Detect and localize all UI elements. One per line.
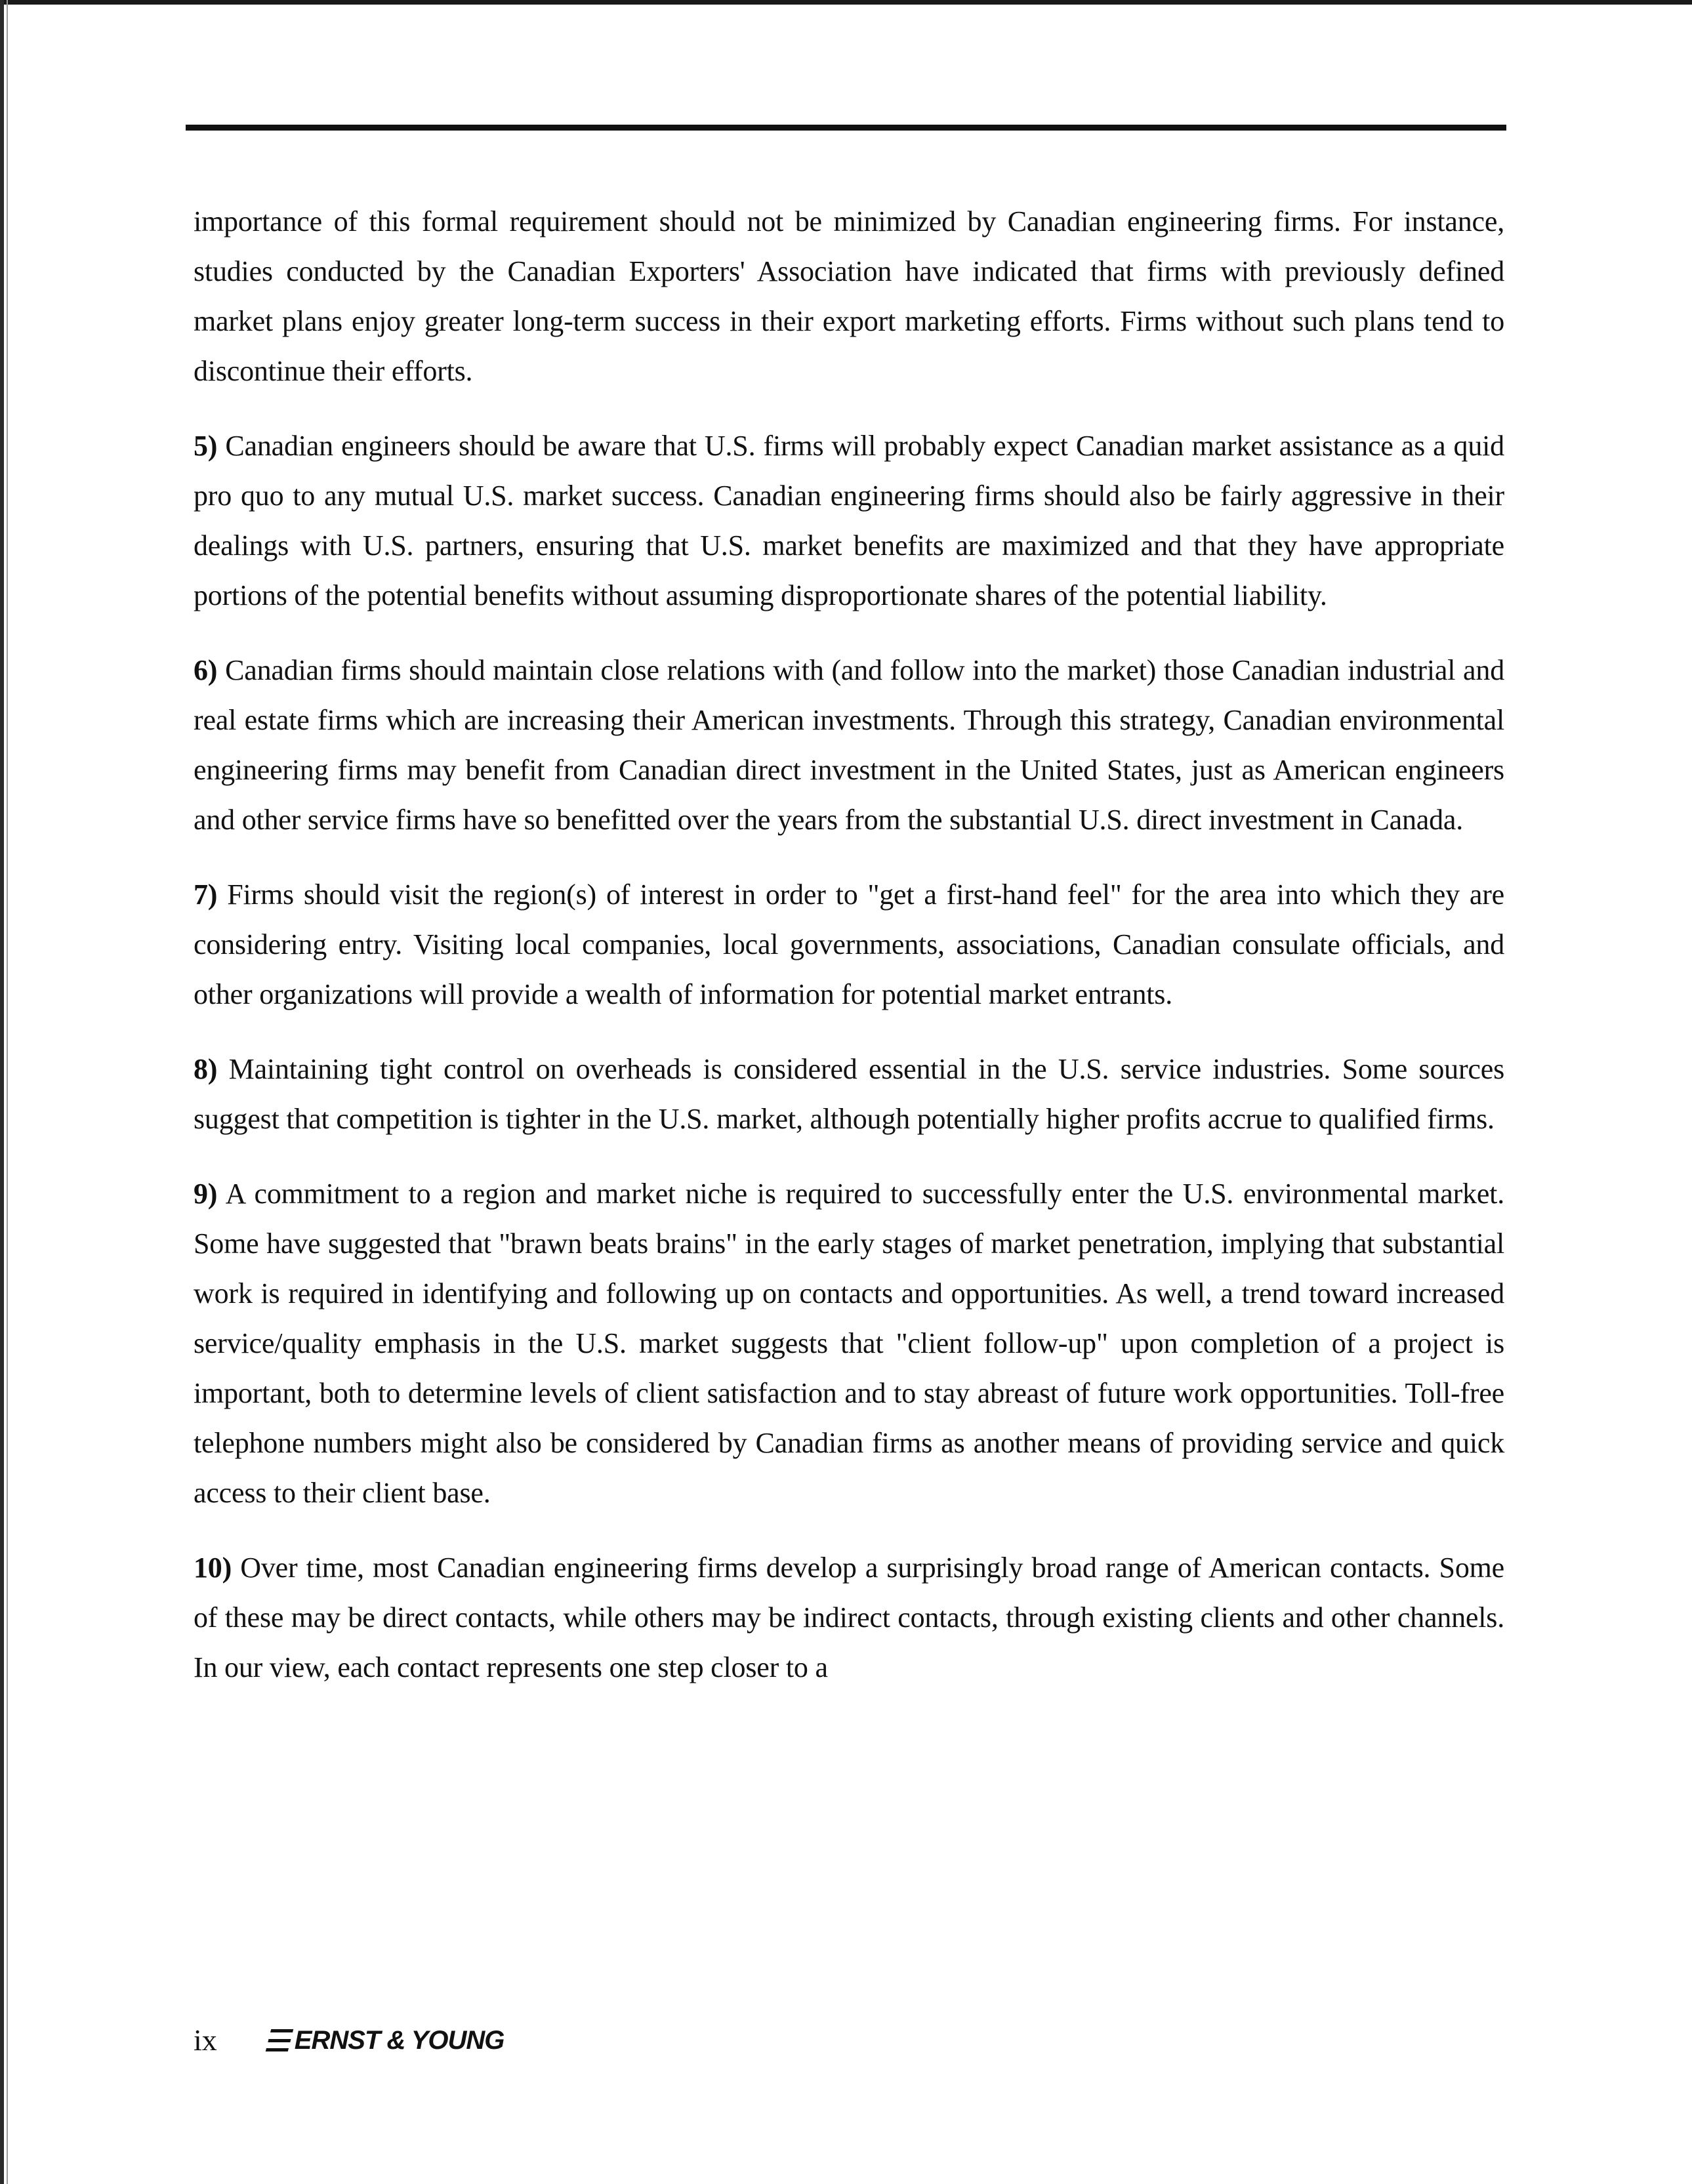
paragraph-text: importance of this formal requirement should not be minimized by Canadian engineering firms. For instance, studies conducted by the Canadian Exporters' Association have indicated that firms with previously defined market plans enjoy greater long-term success in their export marketing efforts. Firms without such plans tend to discontinue their efforts. xyxy=(194,205,1504,387)
item-number: 5) xyxy=(194,430,218,462)
scan-border-left xyxy=(0,0,4,2184)
header-rule xyxy=(186,125,1506,131)
paragraph-text: Maintaining tight control on overheads is considered essential in the U.S. service industries. Some sources suggest that competition is tighter in the U.S. market, although potentially higher profits accrue to qualified firms. xyxy=(194,1053,1504,1135)
paragraph-item-10 xyxy=(194,1543,1504,1693)
paragraph-continuation xyxy=(194,197,1504,396)
item-number: 7) xyxy=(194,878,218,911)
item-number: 10) xyxy=(194,1552,232,1584)
document-body xyxy=(194,197,1504,1718)
paragraph-item-9 xyxy=(194,1169,1504,1518)
item-number: 8) xyxy=(194,1053,218,1085)
paragraph-text: Canadian firms should maintain close relations with (and follow into the market) those Canadian industrial and real estate firms which are increasing their American investments. Through this strategy, Canadian environmental engineering firms may benefit from Canadian direct investment in the United States, just as American engineers and other service firms have so benefitted over the years from the substantial U.S. direct investment in Canada. xyxy=(194,654,1504,836)
scan-border-top xyxy=(0,0,1692,5)
page-footer xyxy=(194,2021,504,2060)
paragraph-text: Firms should visit the region(s) of interest in order to "get a first-hand feel" for the area into which they are considering entry. Visiting local companies, local governments, associations, Canadian consulate officials, and other organizations will provide a wealth of information for potential market entrants. xyxy=(194,878,1504,1010)
ernst-young-logo-icon xyxy=(266,2029,293,2051)
item-number: 9) xyxy=(194,1178,218,1210)
paragraph-item-8 xyxy=(194,1044,1504,1144)
scan-border-left-inner xyxy=(7,0,8,2184)
paragraph-text: Over time, most Canadian engineering firms develop a surprisingly broad range of American contacts. Some of these may be direct contacts, while others may be indirect contacts, through existing clients and other channels. In our view, each contact represents one step closer to a xyxy=(194,1552,1504,1683)
paragraph-item-7 xyxy=(194,870,1504,1020)
ernst-young-logo xyxy=(268,2021,505,2060)
paragraph-text: Canadian engineers should be aware that U.S. firms will probably expect Canadian market assistance as a quid pro quo to any mutual U.S. market success. Canadian engineering firms should also be fairly aggressive in their dealings with U.S. partners, ensuring that U.S. market benefits are maximized and that they have appropriate portions of the potential benefits without assuming disproportionate shares of the potential liability. xyxy=(194,430,1504,611)
paragraph-item-6 xyxy=(194,646,1504,845)
paragraph-item-5 xyxy=(194,421,1504,621)
item-number: 6) xyxy=(194,654,218,686)
page-number: ix xyxy=(194,2023,217,2057)
logo-text: ERNST & YOUNG xyxy=(294,2026,505,2055)
paragraph-text: A commitment to a region and market niche is required to successfully enter the U.S. environmental market. Some have suggested that "brawn beats brains" in the early stages of market penetration, implying that substantial work is required in identifying and following up on contacts and opportunities. As well, a trend toward increased service/quality emphasis in the U.S. market suggests that "client follow-up" upon completion of a project is important, both to determine levels of client satisfaction and to stay abreast of future work opportunities. Toll-free telephone numbers might also be considered by Canadian firms as another means of providing service and quick access to their client base. xyxy=(194,1178,1504,1509)
